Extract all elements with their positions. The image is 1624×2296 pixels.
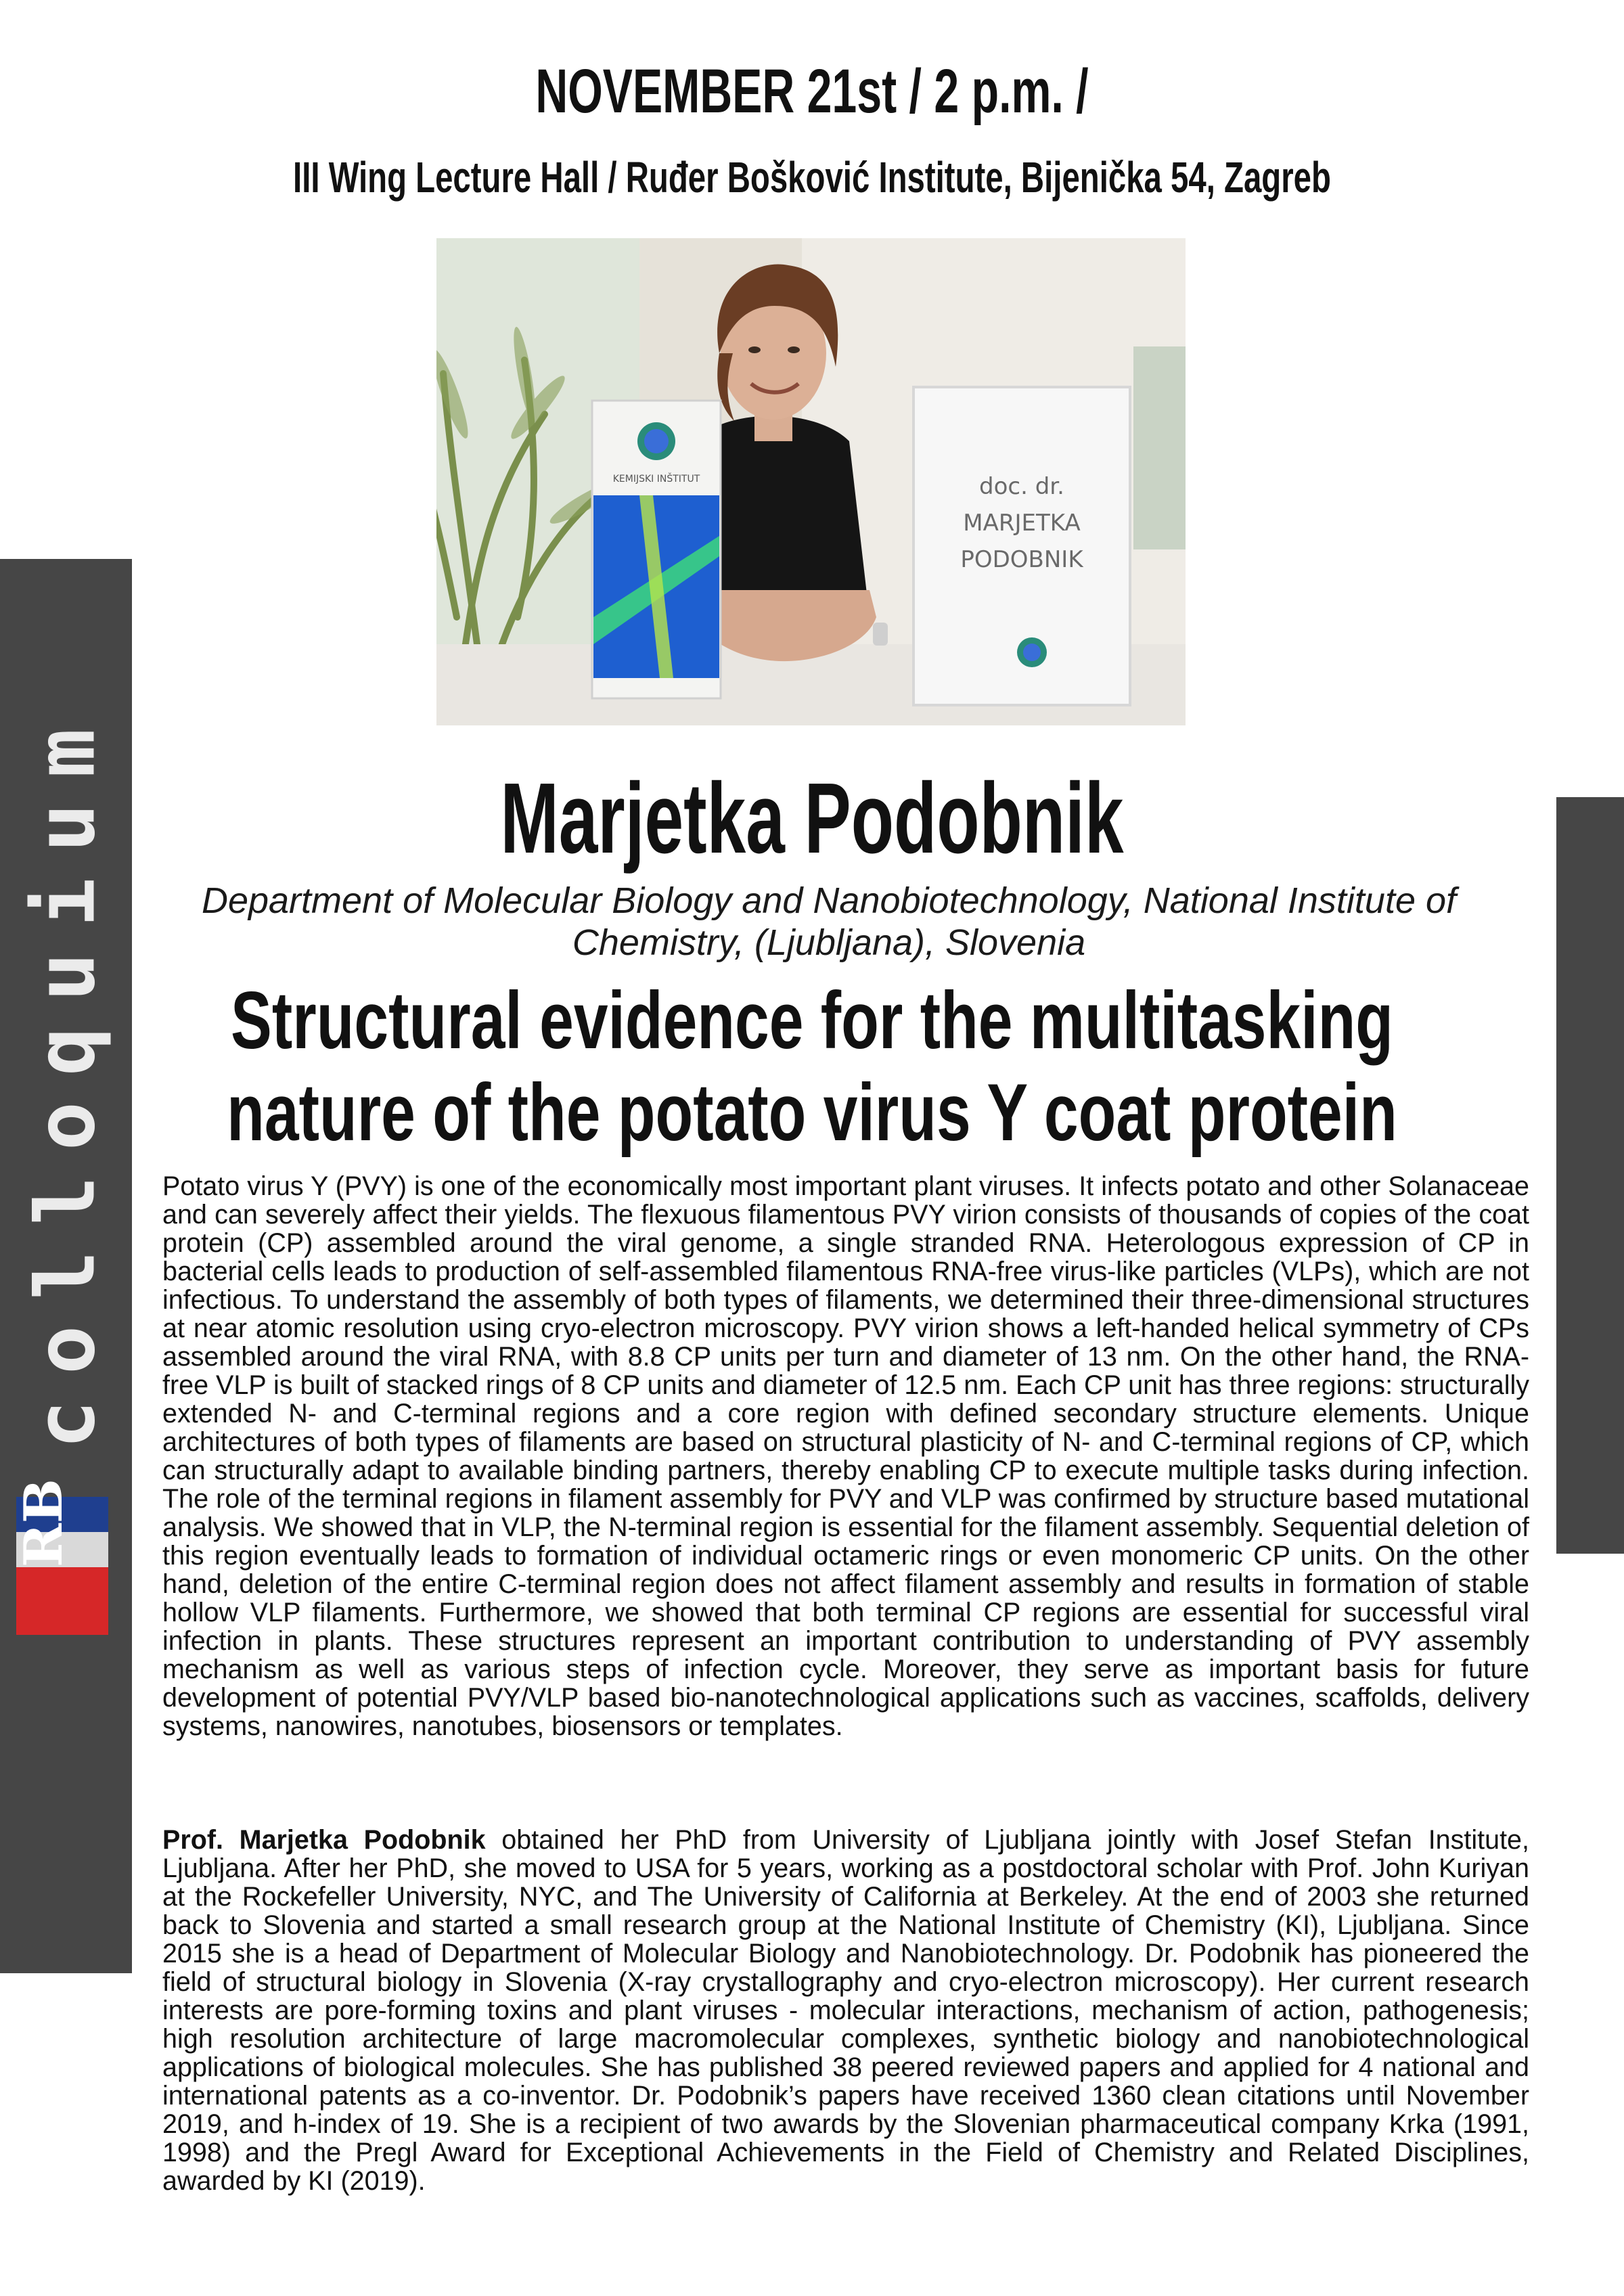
speaker-photo [436, 238, 1186, 725]
event-venue: III Wing Lecture Hall / Ruđer Bošković Institute, Bijenička 54, Zagreb [293, 153, 1331, 202]
name-card-first: MARJETKA [963, 510, 1081, 537]
abstract-paragraph: Potato virus Y (PVY) is one of the economically most important plant viruses. It infects potato and other Solanaceae and can severely affect their yields. The flexuous filamentous PVY virion consists of thousands of copies of the coat protein (CP) assembled around the viral genome, a single stranded RNA. Heterologous expression of CP in bacterial cells leads to production of self-assembled filamentous RNA-free virus-like particles (VLPs), which are not infectious. To understand the assembly of both types of filaments, we determined their three-dimensional structures at near atomic resolution using cryo-electron microscopy. PVY virion shows a left-handed helical symmetry of CPs assembled around the viral RNA, with 8.8 CP units per turn and diameter of 13 nm. On the other hand, the RNA-free VLP is built of stacked rings of 8 CP units and diameter of 12.5 nm. Each CP unit has three regions: structurally extended N- and C-terminal regions and a core region with defined secondary structure elements. Unique architectures of both types of filaments are based on structural plasticity of N- and C-terminal regions of CP, which can structurally adapt to available binding partners, thereby enabling CP to execute multiple tasks during infection. The role of the terminal regions in filament assembly for PVY and VLP was confirmed by structure based mutational analysis. We showed that in VLP, the N-terminal region is essential for the filament assembly. Sequential deletion of this region eventually leads to formation of individual octameric rings or even monomeric CP units. On the other hand, deletion of the entire C-terminal region does not affect filament assembly and results in formation of stable hollow VLP filaments. Furthermore, we showed that both terminal CP regions are essential for successful viral infection in plants. These structures represent an important contribution to understanding of PVY assembly mechanism as well as various steps of infection cycle. Moreover, they serve as important basis for future development of potential PVY/VLP based bio-nanotechnological applications such as vaccines, scaffolds, delivery systems, nanowires, nanotubes, biosensors or templates. [162, 1171, 1529, 1741]
talk-title-line-2: nature of the potato virus Y coat protein [227, 1067, 1397, 1158]
bio-text: obtained her PhD from University of Ljubljana jointly with Josef Stefan Institute, Ljubljana. After her PhD, she moved to USA for 5 years, working as a postdoctoral scholar with Prof. John Kuriyan at the Rockefeller University, NYC, and The University of California at Berkeley. At the end of 2003 she returned back to Slovenia and started a small research group at the National Institute of Chemistry (KI), Ljubljana. Since 2015 she is a head of Department of Molecular Biology and Nanobiotechnology. Dr. Podobnik has pioneered the field of structural biology in Slovenia (X-ray crystallography and cryo-electron microscopy). Her current research interests are pore-forming toxins and plant viruses - molecular interactions, mechanism of action, pathogenesis; high resolution architecture of large macromolecular complexes, synthetic biology and nanobiotechnological applications of biological molecules. She has published 38 peered reviewed papers and applied for 4 national and international patents as a co-inventor. Dr. Podobnik’s papers have received 1360 clean citations until November 2019, and h-index of 19. She is a recipient of two awards by the Slovenian pharmaceutical company Krka (1991, 1998) and the Pregl Award for Exceptional Achievements in the Field of Chemistry and Related Disciplines, awarded by KI (2019). [162, 1825, 1529, 2196]
colloquium-label: colloquium [19, 702, 114, 1449]
bio-speaker-name: Prof. Marjetka Podobnik [162, 1825, 486, 1855]
speaker-portrait-icon [436, 238, 1186, 725]
talk-title [195, 974, 1429, 1158]
speaker-affiliation: Department of Molecular Biology and Nanobiotechnology, National Institute of Chemistry, (Ljubljana), Slovenia [201, 880, 1457, 963]
talk-title-line-1: Structural evidence for the multitasking [231, 975, 1393, 1066]
event-date-time: NOVEMBER 21st / 2 p.m. / [535, 57, 1089, 126]
logo-text: RB [13, 1479, 74, 1567]
name-card-title: doc. dr. [979, 473, 1064, 500]
right-sidebar-bar [1556, 797, 1624, 1554]
bio-paragraph [162, 1826, 1529, 2195]
institute-logo-icon [13, 1479, 108, 1635]
badge-text: KEMIJSKI INŠTITUT [612, 474, 700, 485]
name-card-last: PODOBNIK [960, 546, 1083, 573]
speaker-name: Marjetka Podobnik [500, 763, 1124, 874]
